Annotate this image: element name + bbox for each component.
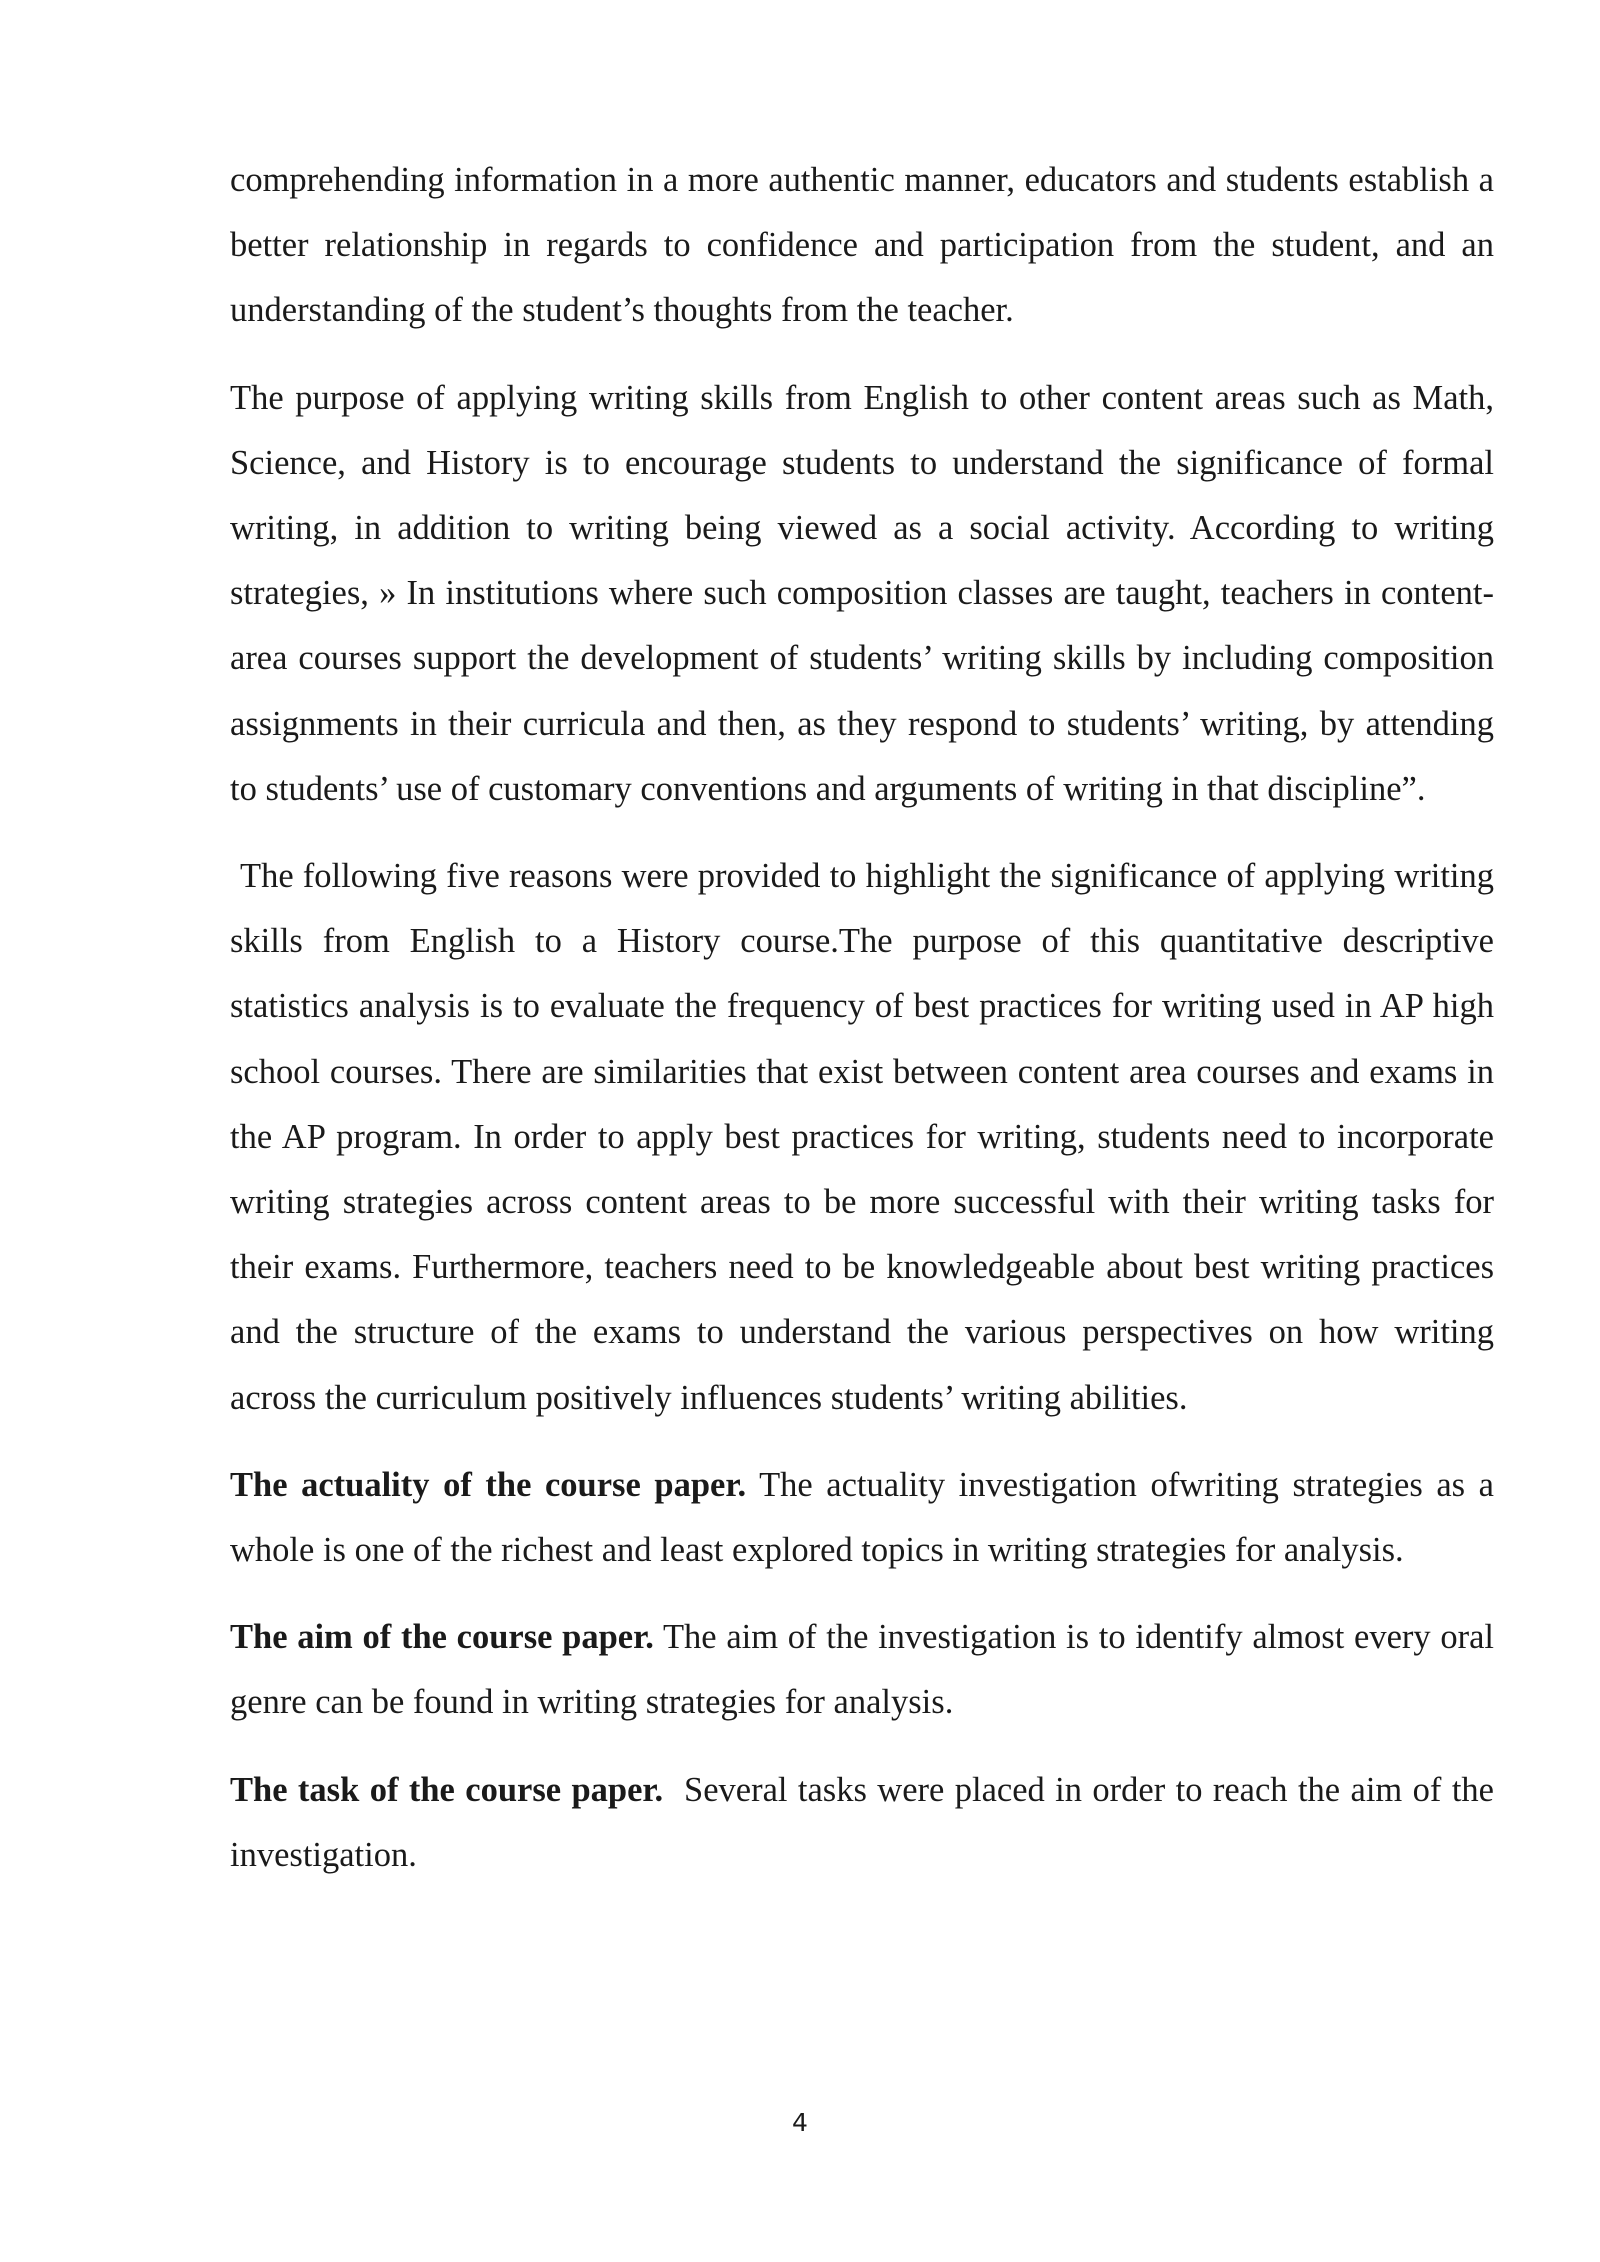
paragraph-2-text: The purpose of applying writing skills from English to other content areas such as Math, Science, and History is to encourage students to understand the significance of formal writing, in addition to writing being viewed as a social activity. According to writing strategies, » In institutions where such composition classes are taught, teachers in content-area courses support the development of students’ writing skills by including composition assignments in their curricula and then, as they respond to students’ writing, by attending to students’ use of customary conventions and arguments of writing in that discipline”.	[230, 378, 1494, 808]
aim-text: The aim of the investigation is to identify almost every oral genre can be found in writing strategies for analysis.	[230, 1618, 1494, 1722]
paragraph-actuality	[230, 1453, 1494, 1583]
paragraph-aim	[230, 1605, 1494, 1735]
aim-heading: The aim of the course paper.	[230, 1618, 654, 1657]
task-text: Several tasks were placed in order to reach the aim of the investigation.	[230, 1770, 1503, 1874]
paragraph-1	[230, 148, 1494, 344]
body-text	[230, 148, 1503, 1910]
paragraph-task	[230, 1758, 1503, 1888]
paragraph-3	[230, 844, 1494, 1431]
task-heading: The task of the course paper.	[230, 1770, 664, 1809]
actuality-heading: The actuality of the course paper.	[230, 1465, 747, 1504]
page-number: 4	[792, 2108, 808, 2137]
paragraph-1-text: comprehending information in a more authentic manner, educators and students establish a better relationship in regards to confidence and participation from the student, and an understanding of the student’s thoughts from the teacher.	[230, 161, 1494, 330]
paragraph-3-text: The following five reasons were provided to highlight the significance of applying writing skills from English to a History course.The purpose of this quantitative descriptive statistics analysis is to evaluate the frequency of best practices for writing used in AP high school courses. There are similarities that exist between content area courses and exams in the AP program. In order to apply best practices for writing, students need to incorporate writing strategies across content areas to be more successful with their writing tasks for their exams. Furthermore, teachers need to be knowledgeable about best writing practices and the structure of the exams to understand the various perspectives on how writing across the curriculum positively influences students’ writing abilities.	[230, 857, 1494, 1417]
actuality-text: The actuality investigation ofwriting strategies as a whole is one of the richest and least explored topics in writing strategies for analysis.	[230, 1465, 1494, 1570]
paragraph-2	[230, 366, 1494, 822]
